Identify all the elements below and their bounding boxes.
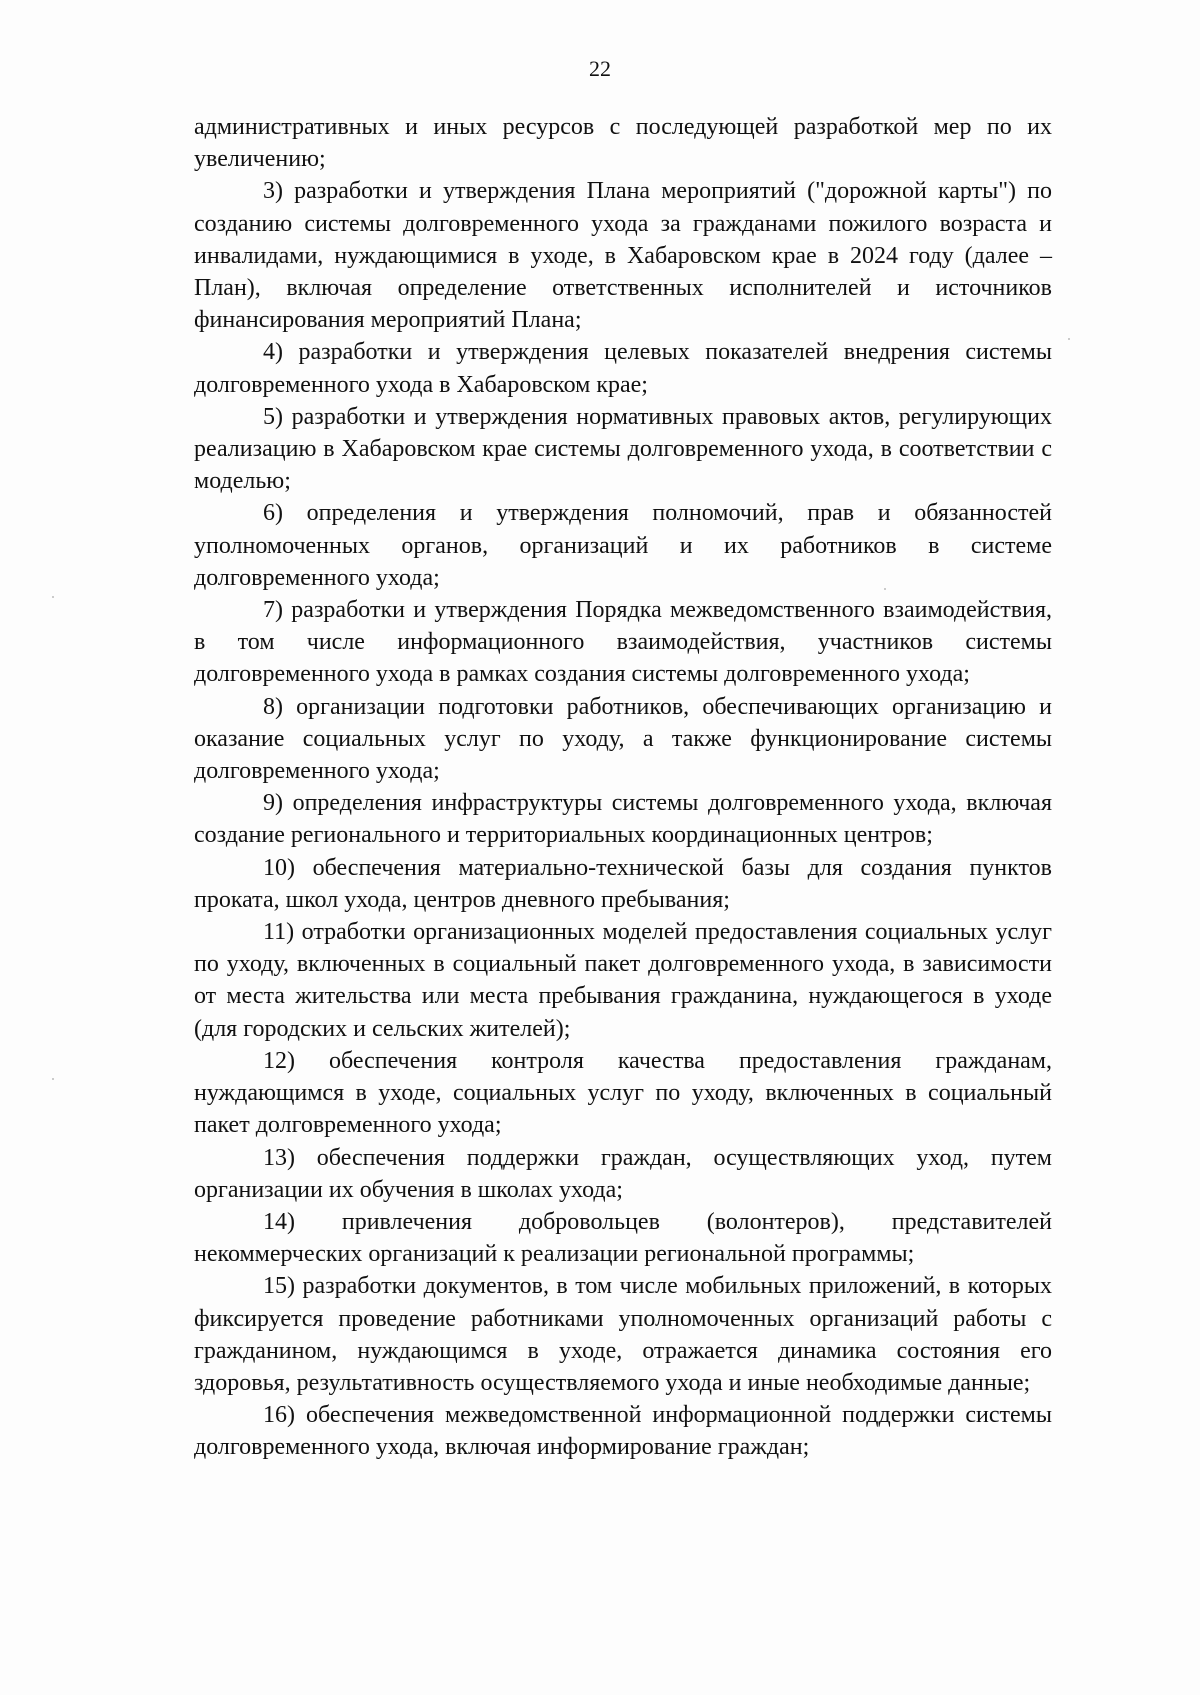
list-item-11: 11) отработки организационных моделей предоставления социальных услуг по уходу, включенных в социальный пакет долговременного ухода, в зависимости от места жительства или места пребывания гражданина, нуждающегося в уходе (для городских и сельских жителей); bbox=[194, 919, 1052, 1042]
list-item-3: 3) разработки и утверждения Плана мероприятий ("дорожной карты") по созданию системы долговременного ухода за гражданами пожилого возраста и инвалидами, нуждающимися в уходе, в Хабаровском крае в 2024 году (далее – План), включая определение ответственных исполнителей и источников финансирования мероприятий Плана; bbox=[194, 178, 1052, 334]
list-item-5: 5) разработки и утверждения нормативных правовых актов, регулирующих реализацию в Хабаровском крае системы долговременного ухода, в соответствии с моделью; bbox=[194, 403, 1052, 495]
list-item-15: 15) разработки документов, в том числе мобильных приложений, в которых фиксируется проведение работниками уполномоченных организаций работы с гражданином, нуждающимся в уходе, отражается динамика состояния его здоровья, результативность осуществляемого ухода и иные необходимые данные; bbox=[194, 1273, 1052, 1396]
list-item-4: 4) разработки и утверждения целевых показателей внедрения системы долговременного ухода в Хабаровском крае; bbox=[194, 339, 1052, 398]
list-item-13: 13) обеспечения поддержки граждан, осуществляющих уход, путем организации их обучения в школах ухода; bbox=[194, 1144, 1052, 1203]
list-item-10: 10) обеспечения материально-технической базы для создания пунктов проката, школ ухода, центров дневного пребывания; bbox=[194, 854, 1052, 913]
paragraph-continuation: административных и иных ресурсов с последующей разработкой мер по их увеличению; bbox=[194, 114, 1052, 173]
list-item-12: 12) обеспечения контроля качества предоставления гражданам, нуждающимся в уходе, социальных услуг по уходу, включенных в социальный пакет долговременного ухода; bbox=[194, 1047, 1052, 1139]
list-item-7: 7) разработки и утверждения Порядка межведомственного взаимодействия, в том числе информационного взаимодействия, участников системы долговременного ухода в рамках создания системы долговременного ухода; bbox=[194, 597, 1052, 688]
scan-speck bbox=[1068, 338, 1070, 340]
scan-speck bbox=[52, 596, 54, 598]
list-item-8: 8) организации подготовки работников, обеспечивающих организацию и оказание социальных услуг по уходу, а также функционирование системы долговременного ухода; bbox=[194, 693, 1052, 785]
scan-speck bbox=[52, 1078, 54, 1080]
scan-speck bbox=[884, 588, 886, 590]
list-item-16: 16) обеспечения межведомственной информационной поддержки системы долговременного ухода, включая информирование граждан; bbox=[194, 1402, 1052, 1461]
list-item-9: 9) определения инфраструктуры системы долговременного ухода, включая создание регионального и территориальных координационных центров; bbox=[194, 790, 1052, 849]
list-item-14: 14) привлечения добровольцев (волонтеров), представителей некоммерческих организаций к реализации региональной программы; bbox=[194, 1208, 1052, 1268]
page-number: 22 bbox=[589, 56, 611, 81]
list-item-6: 6) определения и утверждения полномочий, прав и обязанностей уполномоченных органов, организаций и их работников в системе долговременного ухода; bbox=[194, 500, 1052, 591]
document-body bbox=[194, 111, 1052, 1464]
